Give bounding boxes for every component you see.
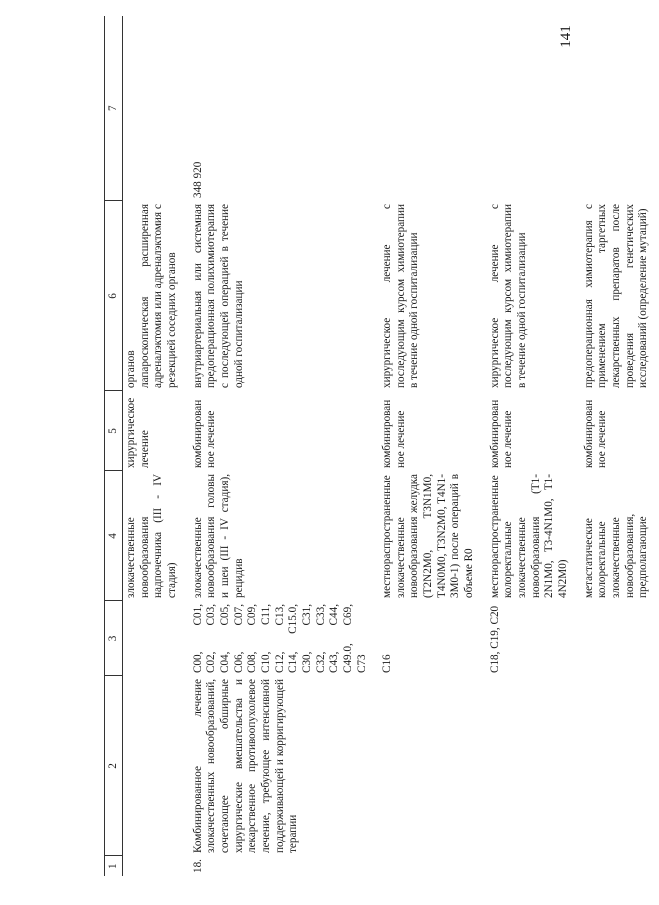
cell-care-type	[579, 676, 659, 856]
column-header-3: 3	[105, 601, 123, 676]
cell-treatment-type: комбинированное лечение	[582, 399, 609, 468]
cell-treatment-method: предоперационная химиотерапия с применением таргетных лекарственных препаратов после проведения генетических исследований (определение мутаций)	[582, 204, 650, 388]
cell-treatment-type: комбинированное лечение	[191, 399, 218, 468]
page-number: 141	[557, 25, 574, 48]
column-header-7: 7	[105, 16, 123, 201]
cell-treatment-type: комбинированное лечение	[488, 399, 515, 468]
table-row	[377, 16, 485, 876]
cell-icd-codes: C16	[381, 654, 394, 673]
cell-treatment-method: хирургическое лечение с последующим курсом химиотерапии в течение одной госпитализации	[381, 204, 421, 388]
medical-care-table	[104, 16, 659, 876]
cell-patient-model: метастатические колоректальные злокачественные новообразования, предполагающие	[582, 513, 650, 598]
cell-number	[123, 856, 188, 876]
cell-number	[485, 856, 579, 876]
cell-treatment-type: хирургическое лечение	[125, 397, 151, 468]
column-header-2: 2	[105, 676, 123, 856]
header-row	[105, 16, 123, 876]
cell-treatment-type: комбинированное лечение	[381, 399, 407, 468]
column-header-5: 5	[105, 391, 123, 471]
cell-patient-model: злокачественные новообразования надпочечника (III - IV стадия)	[125, 474, 178, 598]
column-header-1: 1	[105, 856, 123, 876]
cell-icd-codes	[123, 601, 188, 676]
cell-number	[579, 856, 659, 876]
cell-care-type	[377, 676, 485, 856]
cell-patient-model: злокачественные новообразования головы и шеи (III - IV стадия), рецидив	[191, 474, 245, 598]
cell-treatment-method: органов лапароскопическая расширенная адреналэктомия или адреналэктомия с резекцией соседних органов	[125, 204, 178, 388]
column-header-6: 6	[105, 201, 123, 391]
table-row	[123, 16, 188, 876]
cell-patient-model: местнораспространенные колоректальные злокачественные новообразования (T1-2N1M0, T3-4N1M0, T1-4N2M0)	[488, 474, 570, 598]
cell-cost	[485, 16, 579, 201]
cell-icd-codes: C18, C19, C20	[488, 605, 501, 673]
cell-number	[377, 856, 485, 876]
cell-icd-codes	[579, 601, 659, 676]
cell-cost	[377, 16, 485, 201]
table-row	[579, 16, 659, 876]
cell-icd-codes: C00, C01, C02, C03, C04, C05, C06, C07, C08, C09, C10, C11, C12, C13, C14, C15.0, C30, C31, C32, C33, C43, C44, C49.0, C69, C73	[191, 604, 368, 673]
cell-cost	[123, 16, 188, 201]
column-header-4: 4	[105, 471, 123, 601]
cell-treatment-method: внутриартериальная или системная предоперационная полихимиотерапия с последующей операцией в течение одной госпитализации	[191, 204, 245, 388]
table-row	[485, 16, 579, 876]
rotated-table-container	[104, 16, 650, 876]
cell-cost	[579, 16, 659, 201]
cell-number: 18.	[191, 859, 204, 873]
cell-treatment-method: хирургическое лечение с последующим курсом химиотерапии в течение одной госпитализации	[488, 204, 529, 388]
cell-cost: 348 920	[191, 161, 204, 198]
cell-care-type	[123, 676, 188, 856]
cell-patient-model: местнораспространенные злокачественные новообразования желудка (T2N2M0, T3N1M0, T4N0M0, T3N2M0, T4N1-3M0-1) после операций в объеме R0	[381, 474, 476, 598]
cell-care-type	[485, 676, 579, 856]
table-row	[188, 16, 378, 876]
cell-care-type: Комбинированное лечение злокачественных новообразований, сочетающее обширные хирургические вмешательства и лекарственное противоопухолевое лечение, требующее интенсивной поддерживающей и корригирующей терапии	[191, 679, 300, 853]
